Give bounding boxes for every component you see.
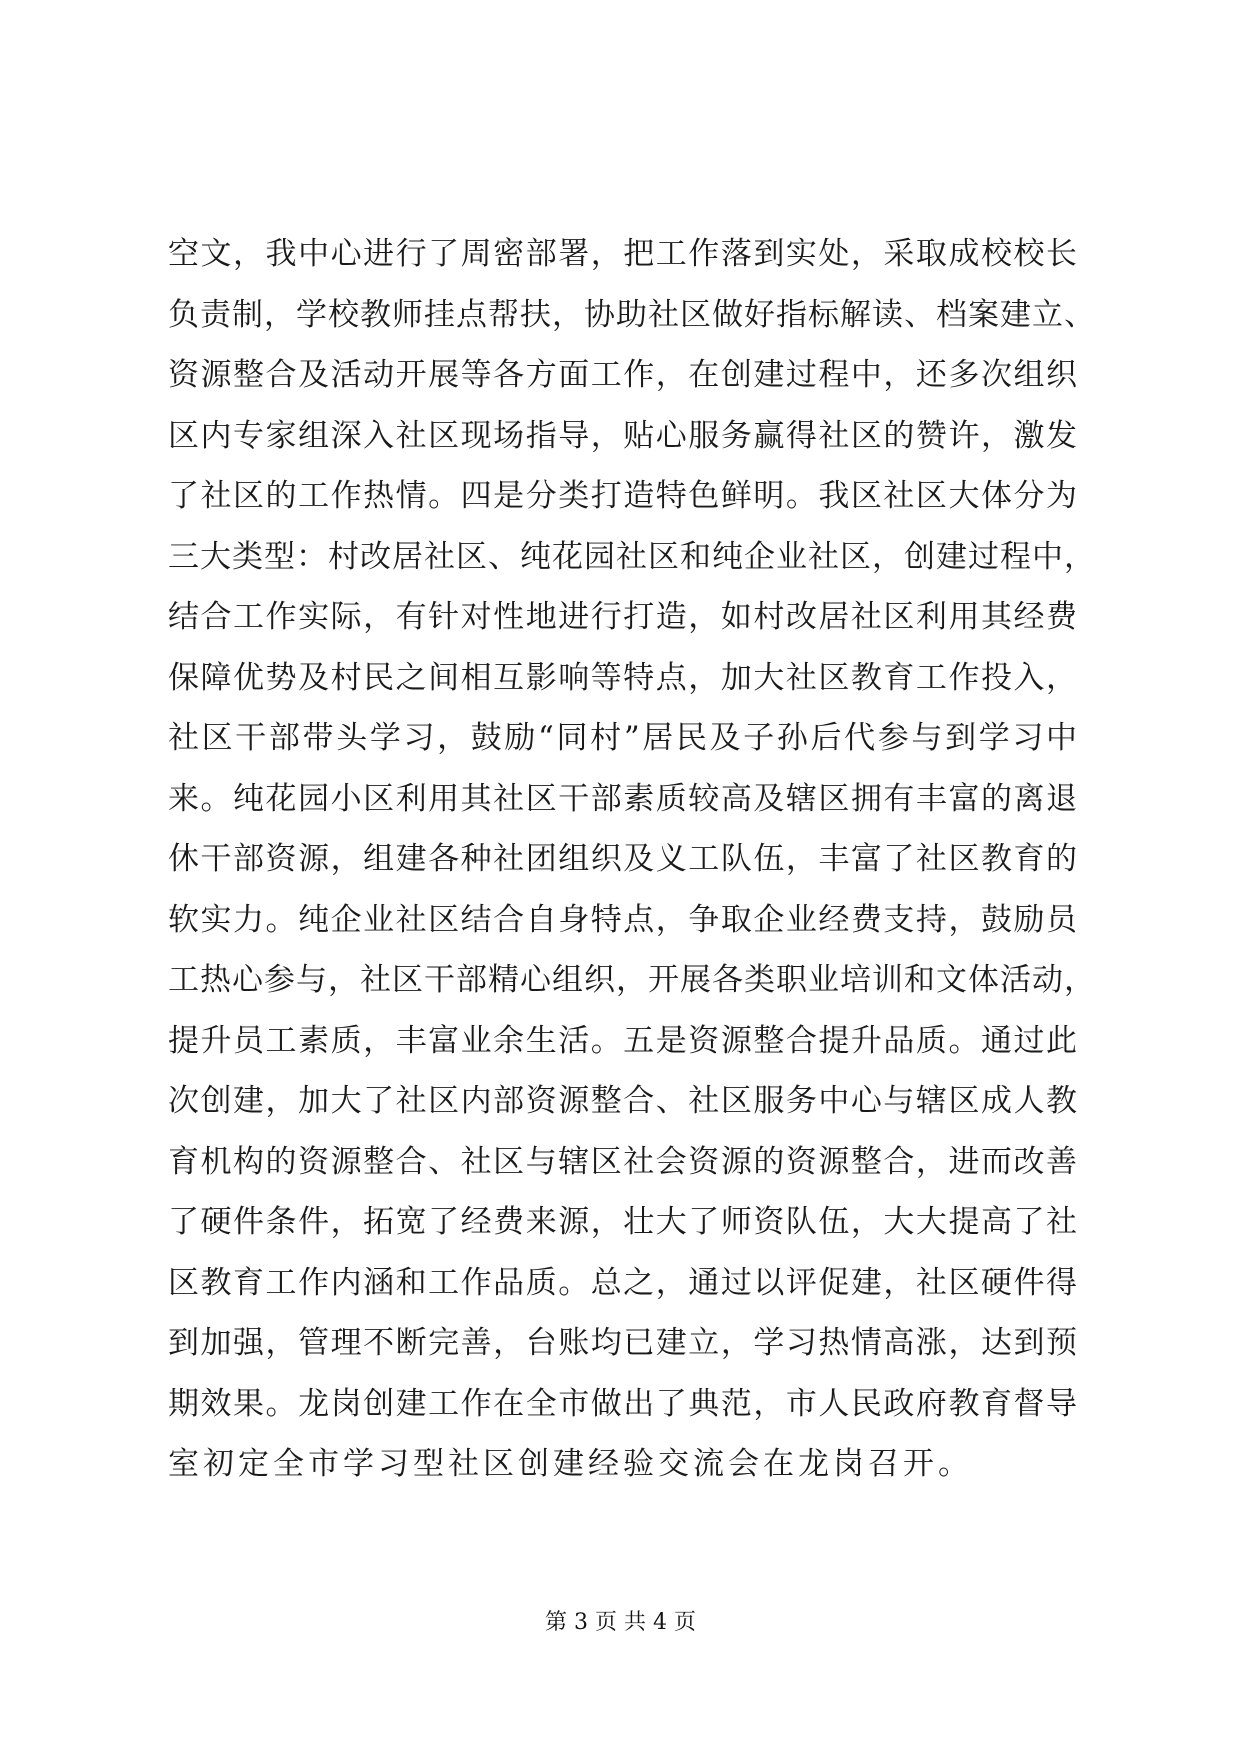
text-line: 社区干部带头学习，鼓励“同村”居民及子孙后代参与到学习中 <box>168 720 1078 756</box>
text-line: 提升员工素质，丰富业余生活。五是资源整合提升品质。通过此 <box>168 1022 1078 1059</box>
text-line: 保障优势及村民之间相互影响等特点，加大社区教育工作投入， <box>168 659 1078 696</box>
text-line: 休干部资源，组建各种社团组织及义工队伍，丰富了社区教育的 <box>168 841 1078 877</box>
text-line: 软实力。纯企业社区结合自身特点，争取企业经费支持，鼓励员 <box>168 901 1078 938</box>
text-line: 期效果。龙岗创建工作在全市做出了典范，市人民政府教育督导 <box>168 1385 1078 1422</box>
text-line: 区教育工作内涵和工作品质。总之，通过以评促建，社区硬件得 <box>168 1264 1078 1301</box>
body-paragraph <box>168 224 1096 1495</box>
text-line: 了社区的工作热情。四是分类打造特色鲜明。我区社区大体分为 <box>168 478 1078 514</box>
text-line: 到加强，管理不断完善，台账均已建立，学习热情高涨，达到预 <box>168 1325 1078 1361</box>
text-line: 了硬件条件，拓宽了经费来源，壮大了师资队伍，大大提高了社 <box>168 1204 1078 1240</box>
text-line: 三大类型：村改居社区、纯花园社区和纯企业社区，创建过程中， <box>168 538 1096 575</box>
text-line: 来。纯花园小区利用其社区干部素质较高及辖区拥有丰富的离退 <box>168 780 1078 817</box>
text-line: 室初定全市学习型社区创建经验交流会在龙岗召开。 <box>168 1446 973 1482</box>
text-line: 工热心参与，社区干部精心组织，开展各类职业培训和文体活动， <box>168 962 1096 998</box>
text-line: 育机构的资源整合、社区与辖区社会资源的资源整合，进而改善 <box>168 1143 1078 1180</box>
text-line: 结合工作实际，有针对性地进行打造，如村改居社区利用其经费 <box>168 599 1078 635</box>
text-line: 负责制，学校教师挂点帮扶，协助社区做好指标解读、档案建立、 <box>168 296 1096 333</box>
text-line: 资源整合及活动开展等各方面工作，在创建过程中，还多次组织 <box>168 357 1078 393</box>
text-line: 次创建，加大了社区内部资源整合、社区服务中心与辖区成人教 <box>168 1083 1078 1119</box>
page-number-footer: 第 3 页 共 4 页 <box>545 1610 696 1635</box>
text-line: 空文，我中心进行了周密部署，把工作落到实处，采取成校校长 <box>168 236 1078 272</box>
text-line: 区内专家组深入社区现场指导，贴心服务赢得社区的赞许，激发 <box>168 417 1078 454</box>
